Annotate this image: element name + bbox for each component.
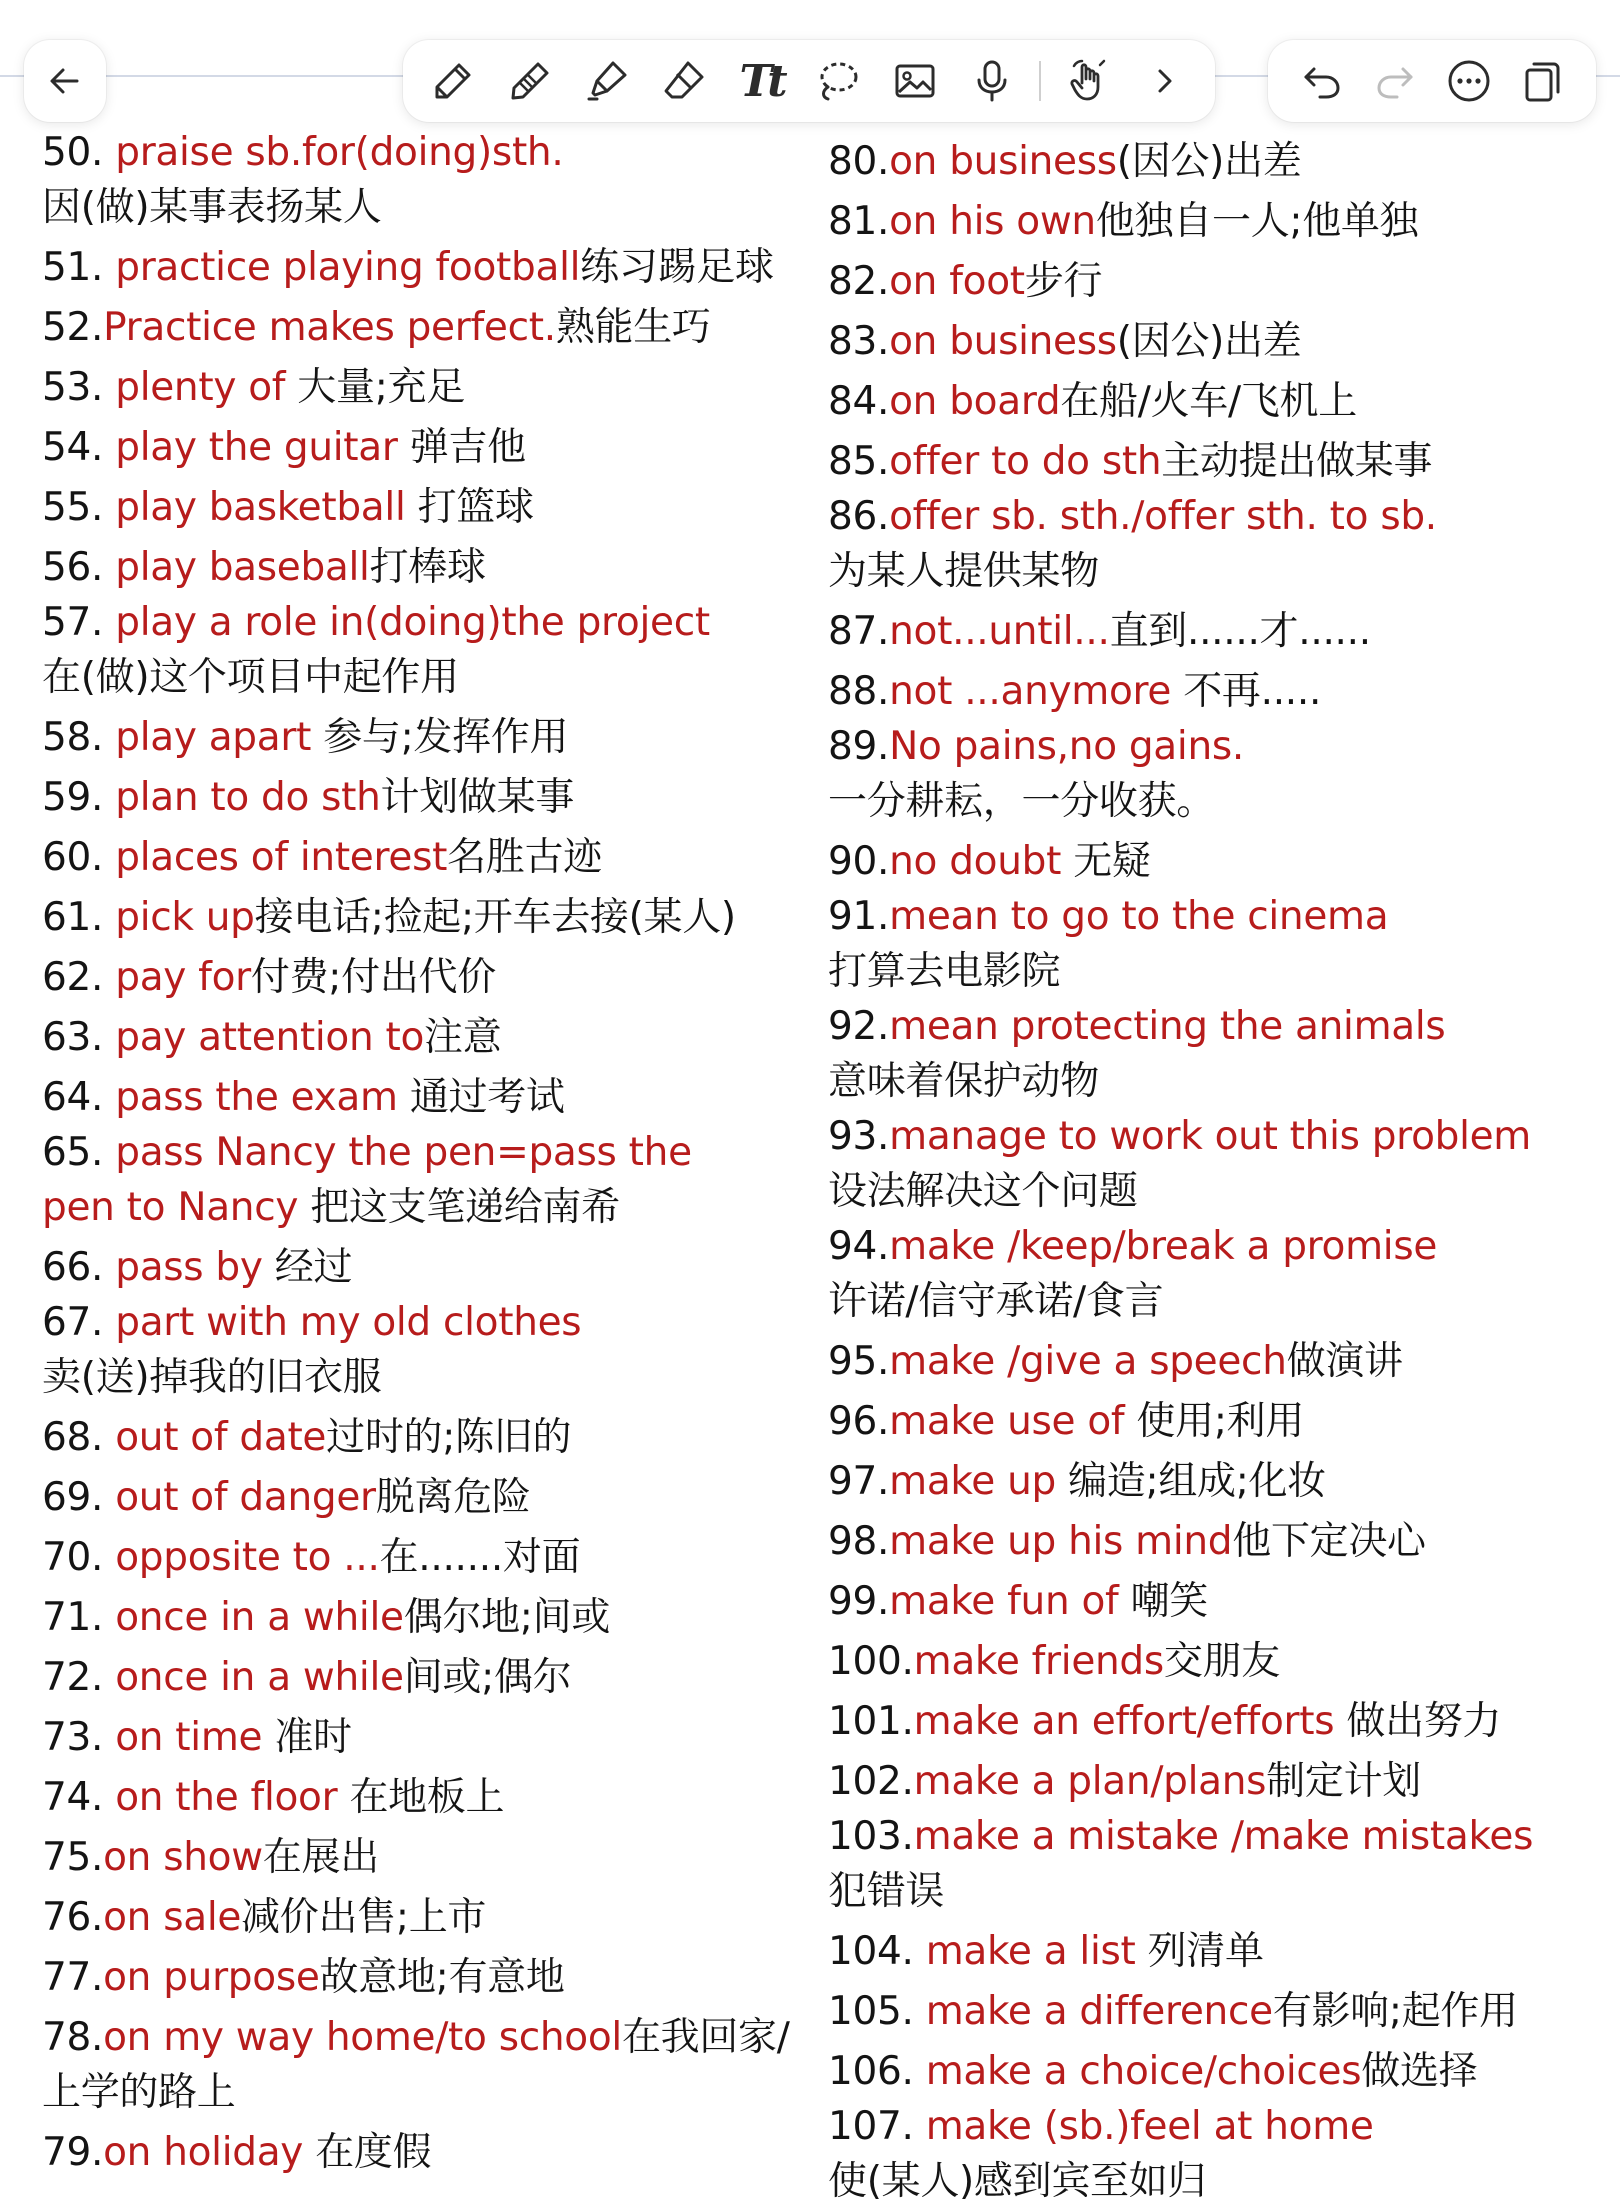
- list-item-continuation: 在(做)这个项目中起作用: [42, 655, 459, 700]
- list-item-continuation: 因(做)某事表扬某人: [42, 185, 382, 230]
- list-item: 93.manage to work out this problem: [828, 1114, 1531, 1159]
- list-item: 62. pay for付费;付出代价: [42, 955, 496, 1000]
- list-item: 86.offer sb. sth./offer sth. to sb.: [828, 494, 1437, 539]
- list-item: 100.make friends交朋友: [828, 1639, 1281, 1684]
- list-item: 92.mean protecting the animals: [828, 1004, 1446, 1049]
- list-item: 77.on purpose故意地;有意地: [42, 1955, 565, 2000]
- pen-icon: [429, 57, 477, 105]
- list-item-continuation: 打算去电影院: [828, 949, 1061, 994]
- list-item: 54. play the guitar 弹吉他: [42, 425, 526, 470]
- list-item: 88.not ...anymore 不再.....: [828, 669, 1322, 714]
- list-item: 81.on his own他独自一人;他单独: [828, 199, 1419, 244]
- undo-icon: [1298, 57, 1346, 105]
- toolbar-separator: [1039, 61, 1041, 101]
- list-item-continuation: 使(某人)感到宾至如归: [828, 2159, 1207, 2204]
- back-button[interactable]: [24, 40, 106, 122]
- list-item: 80.on business(因公)出差: [828, 139, 1302, 184]
- list-item: 59. plan to do sth计划做某事: [42, 775, 575, 820]
- list-item: 95.make /give a speech做演讲: [828, 1339, 1403, 1384]
- drawing-toolbar: [403, 40, 1215, 122]
- microphone-tool[interactable]: [962, 51, 1022, 111]
- list-item: 58. play apart 参与;发挥作用: [42, 715, 569, 760]
- list-item: 70. opposite to ...在.......对面: [42, 1535, 581, 1580]
- list-item: 52.Practice makes perfect.熟能生巧: [42, 305, 711, 350]
- redo-button[interactable]: [1365, 51, 1425, 111]
- list-item: 74. on the floor 在地板上: [42, 1775, 505, 1820]
- list-item: 104. make a list 列清单: [828, 1929, 1264, 1974]
- list-item: 107. make (sb.)feel at home: [828, 2104, 1374, 2149]
- lasso-tool[interactable]: [808, 51, 868, 111]
- list-item: 61. pick up接电话;捡起;开车去接(某人): [42, 895, 736, 940]
- list-item: 64. pass the exam 通过考试: [42, 1075, 565, 1120]
- list-item: 87.not...until...直到......才......: [828, 609, 1371, 654]
- list-item: 89.No pains,no gains.: [828, 724, 1244, 769]
- list-item: 51. practice playing football练习踢足球: [42, 245, 774, 290]
- list-item: 97.make up 编造;组成;化妆: [828, 1459, 1326, 1504]
- vocab-column-right: [828, 134, 1608, 2209]
- vocab-column-left: [42, 125, 802, 2180]
- list-item: 63. pay attention to注意: [42, 1015, 502, 1060]
- text-tool-icon: Tt: [739, 55, 783, 107]
- list-item: 83.on business(因公)出差: [828, 319, 1302, 364]
- list-item-continuation: 设法解决这个问题: [828, 1169, 1138, 1214]
- pages-icon: [1518, 57, 1566, 105]
- chevron-right-icon: [1141, 57, 1189, 105]
- arrow-left-icon: [45, 61, 85, 101]
- list-item: 84.on board在船/火车/飞机上: [828, 379, 1357, 424]
- image-icon: [891, 57, 939, 105]
- eraser-icon: [660, 57, 708, 105]
- more-icon: [1445, 57, 1493, 105]
- list-item: 60. places of interest名胜古迹: [42, 835, 602, 880]
- list-item-continuation: 上学的路上: [42, 2070, 236, 2115]
- pencil-icon: [506, 57, 554, 105]
- list-item-continuation: 为某人提供某物: [828, 549, 1099, 594]
- list-item: 99.make fun of 嘲笑: [828, 1579, 1208, 1624]
- list-item: 71. once in a while偶尔地;间或: [42, 1595, 611, 1640]
- list-item: 101.make an effort/efforts 做出努力: [828, 1699, 1502, 1744]
- text-tool[interactable]: [731, 51, 791, 111]
- pencil-tool[interactable]: [500, 51, 560, 111]
- list-item: 72. once in a while间或;偶尔: [42, 1655, 572, 1700]
- list-item: 50. praise sb.for(doing)sth.: [42, 130, 564, 175]
- eraser-tool[interactable]: [654, 51, 714, 111]
- list-item: 102.make a plan/plans制定计划: [828, 1759, 1421, 1804]
- list-item: 53. plenty of 大量;充足: [42, 365, 465, 410]
- list-item: 82.on foot步行: [828, 259, 1103, 304]
- pages-button[interactable]: [1512, 51, 1572, 111]
- list-item-continuation: pen to Nancy 把这支笔递给南希: [42, 1185, 620, 1230]
- lasso-icon: [814, 57, 862, 105]
- list-item: 67. part with my old clothes: [42, 1300, 582, 1345]
- list-item-continuation: 一分耕耘，一分收获。: [828, 779, 1216, 824]
- list-item-continuation: 意味着保护动物: [828, 1059, 1099, 1104]
- list-item: 69. out of danger脱离危险: [42, 1475, 531, 1520]
- list-item: 90.no doubt 无疑: [828, 839, 1151, 884]
- list-item: 75.on show在展出: [42, 1835, 379, 1880]
- list-item: 103.make a mistake /make mistakes: [828, 1814, 1534, 1859]
- image-tool[interactable]: [885, 51, 945, 111]
- list-item: 79.on holiday 在度假: [42, 2130, 432, 2175]
- redo-icon: [1371, 57, 1419, 105]
- list-item-continuation: 卖(送)掉我的旧衣服: [42, 1355, 382, 1400]
- list-item: 65. pass Nancy the pen=pass the: [42, 1130, 692, 1175]
- pen-tool[interactable]: [423, 51, 483, 111]
- document-actions: [1268, 40, 1596, 122]
- list-item: 96.make use of 使用;利用: [828, 1399, 1305, 1444]
- list-item: 76.on sale减价出售;上市: [42, 1895, 487, 1940]
- list-item: 105. make a difference有影响;起作用: [828, 1989, 1518, 2034]
- list-item: 73. on time 准时: [42, 1715, 352, 1760]
- touch-gesture-icon: [1064, 57, 1112, 105]
- highlighter-icon: [583, 57, 631, 105]
- list-item: 56. play baseball打棒球: [42, 545, 486, 590]
- more-options-button[interactable]: [1439, 51, 1499, 111]
- list-item: 98.make up his mind他下定决心: [828, 1519, 1426, 1564]
- list-item-continuation: 犯错误: [828, 1869, 945, 1914]
- touch-gesture-tool[interactable]: [1058, 51, 1118, 111]
- list-item: 106. make a choice/choices做选择: [828, 2049, 1478, 2094]
- more-tools-button[interactable]: [1135, 51, 1195, 111]
- list-item: 57. play a role in(doing)the project: [42, 600, 710, 645]
- list-item: 91.mean to go to the cinema: [828, 894, 1389, 939]
- highlighter-tool[interactable]: [577, 51, 637, 111]
- list-item: 85.offer to do sth主动提出做某事: [828, 439, 1433, 484]
- list-item: 78.on my way home/to school在我回家/: [42, 2015, 790, 2060]
- list-item: 55. play basketball 打篮球: [42, 485, 534, 530]
- microphone-icon: [968, 57, 1016, 105]
- list-item: 66. pass by 经过: [42, 1245, 353, 1290]
- undo-button[interactable]: [1292, 51, 1352, 111]
- list-item: 94.make /keep/break a promise: [828, 1224, 1438, 1269]
- list-item: 68. out of date过时的;陈旧的: [42, 1415, 572, 1460]
- list-item-continuation: 许诺/信守承诺/食言: [828, 1279, 1164, 1324]
